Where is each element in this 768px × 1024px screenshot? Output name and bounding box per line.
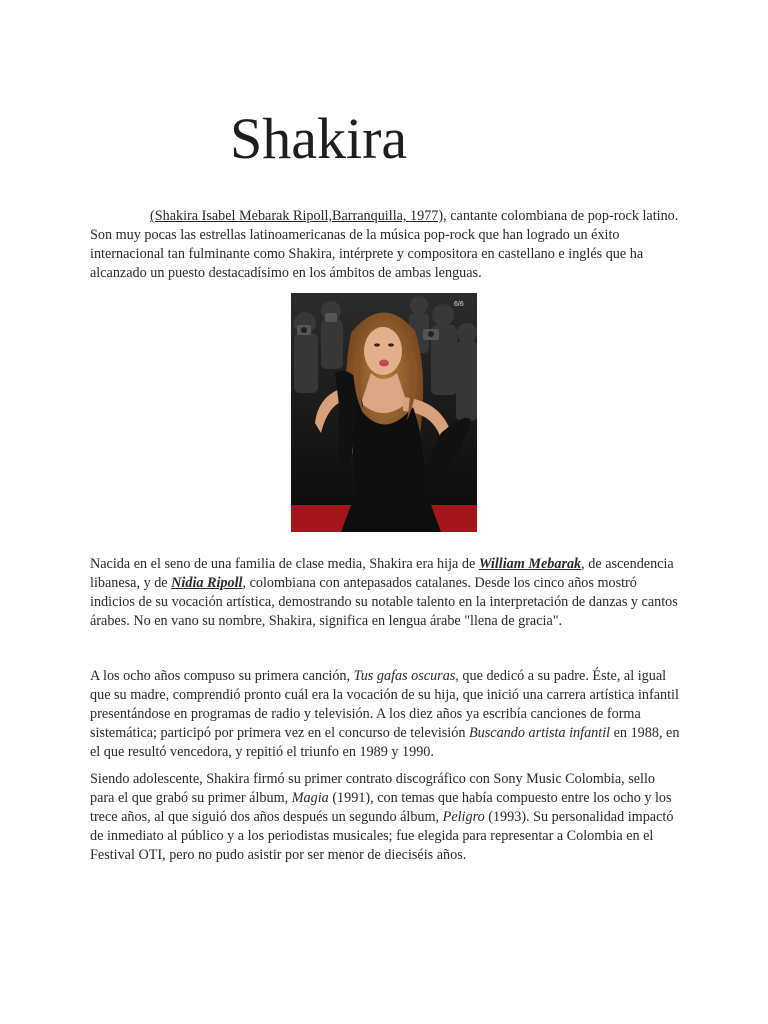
full-name-link[interactable]: (Shakira Isabel Mebarak Ripoll,Barranquilla, 1977), <box>150 208 447 224</box>
page-title: Shakira <box>230 106 408 171</box>
childhood-text-c: en 1988, en el que resultó vencedora, y repitió el triunfo en 1989 y 1990. <box>90 725 680 760</box>
childhood-paragraph <box>90 667 680 762</box>
tv-show-title: Buscando artista infantil <box>468 725 611 741</box>
career-text-a: Siendo adolescente, Shakira firmó su primer contrato discográfico con Sony Music Colombia, sello para el que grabó su primer álbum, <box>90 771 656 806</box>
family-paragraph <box>90 555 680 631</box>
childhood-text-b: que dedicó a su padre. Éste, al igual que su madre, comprendió pronto cuál era la vocación de su hija, que inició una carrera artística infantil presentándose en programas de radio y televisión. A los diez años ya escribía canciones de forma sistemática; participó por primera vez en el concurso de televisión <box>90 668 679 741</box>
photo-image <box>291 293 477 532</box>
family-text-c: , colombiana con antepasados catalanes. Desde los cinco años mostró indicios de su vocación artística, demostrando su notable talento en la interpretación de danzas y cantos árabes. No en vano su nombre, Shakira, significa en lengua árabe "llena de gracia". <box>90 575 678 629</box>
first-song-title: Tus gafas oscuras, <box>353 668 459 684</box>
career-text-c: (1993). Su personalidad impactó de inmediato al público y a los periodistas musicales; fue elegida para representar a Colombia en el Festival OTI, pero no pudo asistir por ser menor de dieciséis años. <box>90 809 674 863</box>
intro-text: cantante colombiana de pop-rock latino. Son muy pocas las estrellas latinoamericanas de la música pop-rock que han logrado un éxito internacional tan fulminante como Shakira, intérprete y compositora en castellano e inglés que ha alcanzado un puesto destacadísimo en los ámbitos de ambas lenguas. <box>90 208 679 281</box>
album-peligro: Peligro <box>442 809 485 825</box>
career-text-b: (1991), con temas que había compuesto entre los ocho y los trece años, al que siguió dos años después un segundo álbum, <box>90 790 672 825</box>
album-magia: Magia <box>291 790 329 806</box>
mother-link[interactable]: Nidia Ripoll <box>171 575 243 591</box>
father-link[interactable]: William Mebarak <box>478 556 582 572</box>
intro-paragraph <box>90 207 680 283</box>
family-text-b: , de ascendencia libanesa, y de <box>90 556 674 591</box>
childhood-text-a: A los ocho años compuso su primera canción, <box>90 668 354 684</box>
family-text-a: Nacida en el seno de una familia de clase media, Shakira era hija de <box>90 556 479 572</box>
shakira-photo <box>291 293 477 532</box>
career-paragraph <box>90 770 680 865</box>
photo-counter: 6/6 <box>454 301 464 308</box>
